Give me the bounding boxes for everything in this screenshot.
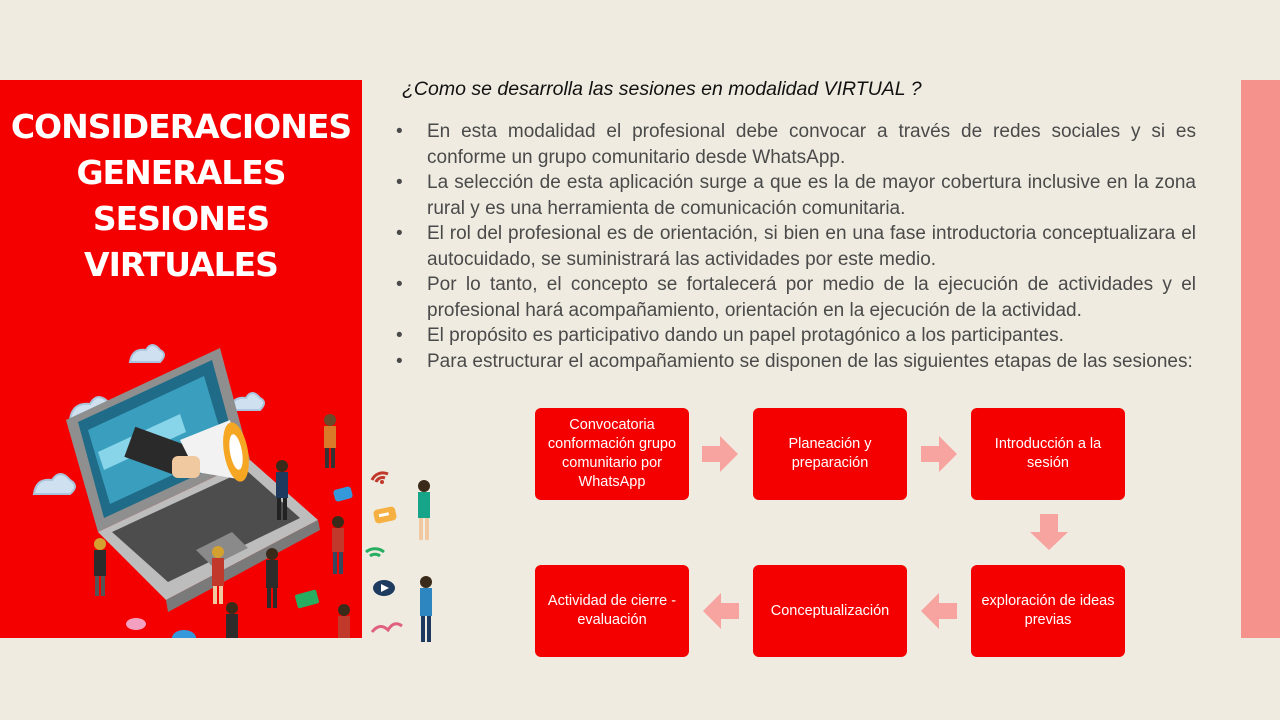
flow-step-conceptualizacion: Conceptualización xyxy=(753,565,907,657)
list-item xyxy=(396,323,1196,349)
chat-icon xyxy=(373,506,397,524)
panel-title-line: VIRTUALES xyxy=(84,245,278,284)
list-item-text: El propósito es participativo dando un papel protagónico a los participantes. xyxy=(427,325,1064,346)
arrow-right-icon xyxy=(702,436,738,472)
person-icon xyxy=(418,480,432,642)
arrow-left-icon xyxy=(921,593,957,629)
list-item xyxy=(396,170,1196,221)
panel-title-line: SESIONES xyxy=(92,199,270,238)
arrow-left-icon xyxy=(703,593,739,629)
bullet-icon: • xyxy=(396,274,403,295)
list-item-text: El rol del profesional es de orientación, si bien en una fase introductoria conceptualizara el autocuidado, se suministrará las actividades por este medio. xyxy=(427,223,1196,270)
link-icon xyxy=(372,624,402,632)
flow-step-exploracion: exploración de ideas previas xyxy=(971,565,1125,657)
bullet-icon: • xyxy=(396,172,403,193)
arrow-right-icon xyxy=(921,436,957,472)
list-item xyxy=(396,349,1196,375)
bullet-icon: • xyxy=(396,350,403,372)
bullet-list xyxy=(396,119,1196,374)
list-item-text: La selección de esta aplicación surge a que es la de mayor cobertura inclusive en la zona rural y es una herramienta de comunicación comunitaria. xyxy=(427,172,1196,219)
list-item-text: Para estructurar el acompañamiento se disponen de las siguientes etapas de las sesiones: xyxy=(427,350,1193,372)
title-panel xyxy=(0,80,362,638)
bullet-icon: • xyxy=(396,325,403,346)
list-item xyxy=(396,221,1196,272)
flow-step-introduccion: Introducción a la sesión xyxy=(971,408,1125,500)
section-heading: ¿Como se desarrolla las sesiones en modalidad VIRTUAL ? xyxy=(402,78,922,100)
arrow-down-icon xyxy=(1030,514,1068,550)
panel-title-line: CONSIDERACIONES xyxy=(10,107,352,146)
panel-title xyxy=(0,104,362,288)
rss-icon xyxy=(372,473,388,484)
decorative-strip xyxy=(1241,80,1280,638)
list-item-text: En esta modalidad el profesional debe convocar a través de redes sociales y si es conforme un grupo comunitario desde WhatsApp. xyxy=(427,121,1196,168)
list-item xyxy=(396,119,1196,170)
bullet-icon: • xyxy=(396,121,403,142)
panel-title-line: GENERALES xyxy=(76,153,286,192)
flow-step-convocatoria: Convocatoria conformación grupo comunitario por WhatsApp xyxy=(535,408,689,500)
wifi-icon xyxy=(366,549,384,556)
flow-step-planeacion: Planeación y preparación xyxy=(753,408,907,500)
play-icon xyxy=(373,580,395,596)
list-item-text: Por lo tanto, el concepto se fortalecerá por medio de la ejecución de actividades y el profesional hará acompañamiento, orientación en la ejecución de la actividad. xyxy=(427,274,1196,321)
flow-step-cierre: Actividad de cierre - evaluación xyxy=(535,565,689,657)
floating-icons xyxy=(362,460,452,680)
list-item xyxy=(396,272,1196,323)
bullet-icon: • xyxy=(396,223,403,244)
